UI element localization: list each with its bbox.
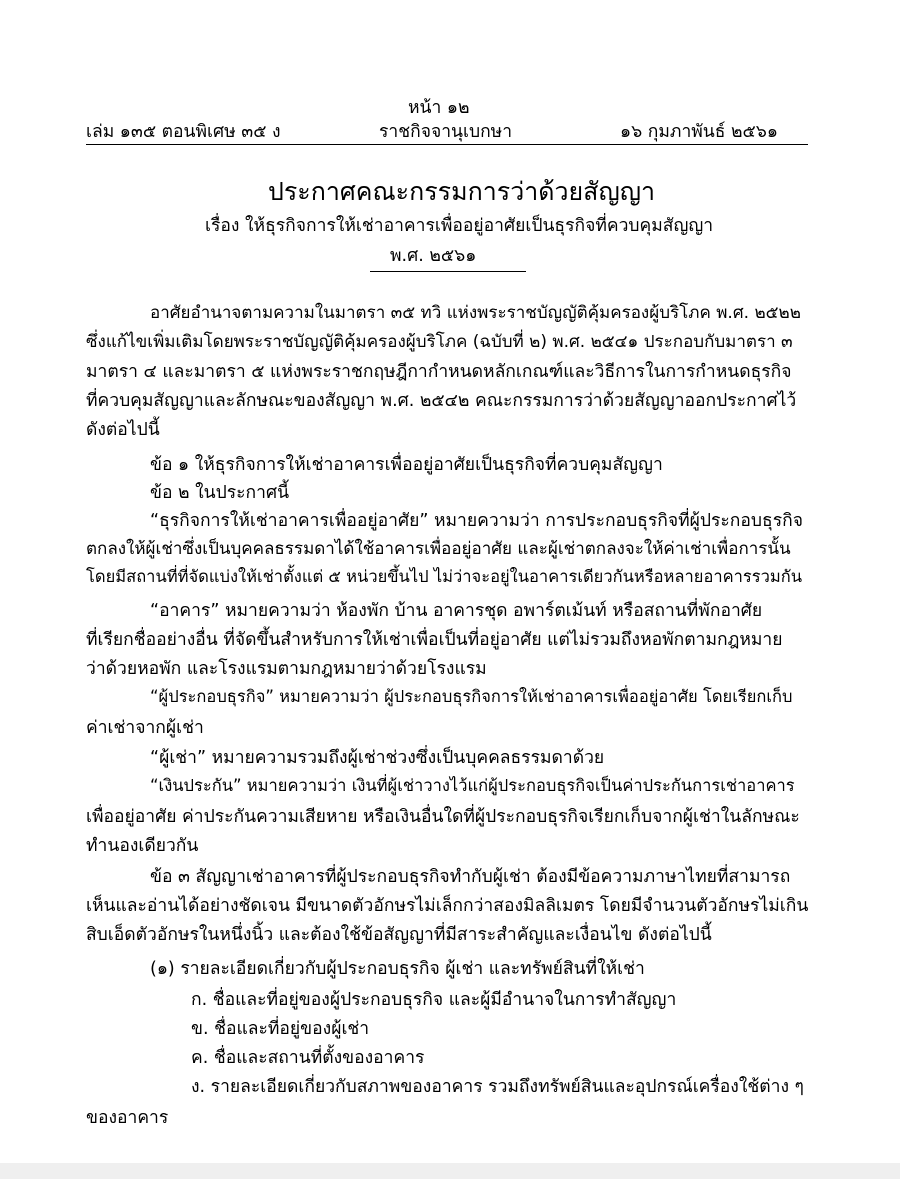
definition-building-line-1: “อาคาร” หมายความว่า ห้องพัก บ้าน อาคารชุด อพาร์ตเม้นท์ หรือสถานที่พักอาศัย xyxy=(150,601,763,621)
page-bottom-edge xyxy=(0,1163,900,1179)
preamble-line-5: ดังต่อไปนี้ xyxy=(86,420,160,440)
definition-business-line-1: “ธุรกิจการให้เช่าอาคารเพื่ออยู่อาศัย” หมายความว่า การประกอบธุรกิจที่ผู้ประกอบธุรกิจ xyxy=(150,511,803,531)
definition-deposit-line-2: เพื่ออยู่อาศัย ค่าประกันความเสียหาย หรือเงินอื่นใดที่ผู้ประกอบธุรกิจเรียกเก็บจากผู้เช่าในลักษณะ xyxy=(86,807,800,827)
announcement-year: พ.ศ. ๒๕๖๑ xyxy=(390,246,477,266)
definition-operator-line-2: ค่าเช่าจากผู้เช่า xyxy=(86,718,204,738)
item-1-d-line-1: ง. รายละเอียดเกี่ยวกับสภาพของอาคาร รวมถึงทรัพย์สินและอุปกรณ์เครื่องใช้ต่าง ๆ xyxy=(191,1077,804,1097)
title-divider xyxy=(370,271,526,272)
definition-business-line-2: ตกลงให้ผู้เช่าซึ่งเป็นบุคคลธรรมดาได้ใช้อาคารเพื่ออยู่อาศัย และผู้เช่าตกลงจะให้ค่าเช่าเพื่อการนั้น xyxy=(86,539,791,559)
announcement-subject: เรื่อง ให้ธุรกิจการให้เช่าอาคารเพื่ออยู่อาศัยเป็นธุรกิจที่ควบคุมสัญญา xyxy=(205,216,714,236)
gazette-name: ราชกิจจานุเบกษา xyxy=(379,122,513,142)
header-divider xyxy=(86,144,808,145)
item-1: (๑) รายละเอียดเกี่ยวกับผู้ประกอบธุรกิจ ผู้เช่า และทรัพย์สินที่ให้เช่า xyxy=(150,959,645,979)
definition-deposit-line-1: “เงินประกัน” หมายความว่า เงินที่ผู้เช่าวางไว้แก่ผู้ประกอบธุรกิจเป็นค่าประกันการเช่าอาคาร xyxy=(150,776,795,795)
preamble-line-1: อาศัยอำนาจตามความในมาตรา ๓๕ ทวิ แห่งพระราชบัญญัติคุ้มครองผู้บริโภค พ.ศ. ๒๕๒๒ xyxy=(150,303,801,323)
clause-3-line-3: สิบเอ็ดตัวอักษรในหนึ่งนิ้ว และต้องใช้ข้อสัญญาที่มีสาระสำคัญและเงื่อนไข ดังต่อไปนี้ xyxy=(86,925,712,945)
item-1-a: ก. ชื่อและที่อยู่ของผู้ประกอบธุรกิจ และผู้มีอำนาจในการทำสัญญา xyxy=(191,990,677,1010)
page-number: หน้า ๑๒ xyxy=(408,98,470,118)
item-1-d-line-2: ของอาคาร xyxy=(86,1108,169,1128)
definition-tenant: “ผู้เช่า” หมายความรวมถึงผู้เช่าช่วงซึ่งเป็นบุคคลธรรมดาด้วย xyxy=(150,748,605,768)
announcement-title: ประกาศคณะกรรมการว่าด้วยสัญญา xyxy=(268,177,656,206)
preamble-line-2: ซึ่งแก้ไขเพิ่มเติมโดยพระราชบัญญัติคุ้มครองผู้บริโภค (ฉบับที่ ๒) พ.ศ. ๒๕๔๑ ประกอบกับมาตรา ๓ xyxy=(86,332,793,352)
item-1-b: ข. ชื่อและที่อยู่ของผู้เช่า xyxy=(191,1019,370,1039)
preamble-line-4: ที่ควบคุมสัญญาและลักษณะของสัญญา พ.ศ. ๒๕๔๒ คณะกรรมการว่าด้วยสัญญาออกประกาศไว้ xyxy=(86,391,797,411)
definition-building-line-3: ว่าด้วยหอพัก และโรงแรมตามกฎหมายว่าด้วยโรงแรม xyxy=(86,659,487,679)
definition-deposit-line-3: ทำนองเดียวกัน xyxy=(86,836,199,856)
publish-date: ๑๖ กุมภาพันธ์ ๒๕๖๑ xyxy=(620,122,779,142)
clause-3-line-1: ข้อ ๓ สัญญาเช่าอาคารที่ผู้ประกอบธุรกิจทำกับผู้เช่า ต้องมีข้อความภาษาไทยที่สามารถ xyxy=(150,867,791,887)
definition-business-line-3: โดยมีสถานที่ที่จัดแบ่งให้เช่าตั้งแต่ ๕ หน่วยขึ้นไป ไม่ว่าจะอยู่ในอาคารเดียวกันหรือหลายอาคารรวมกัน xyxy=(86,567,803,586)
definition-operator-line-1: “ผู้ประกอบธุรกิจ” หมายความว่า ผู้ประกอบธุรกิจการให้เช่าอาคารเพื่ออยู่อาศัย โดยเรียกเก็บ xyxy=(150,687,793,706)
clause-3-line-2: เห็นและอ่านได้อย่างชัดเจน มีขนาดตัวอักษรไม่เล็กกว่าสองมิลลิเมตร โดยมีจำนวนตัวอักษรไม่เกิน xyxy=(86,896,809,916)
item-1-c: ค. ชื่อและสถานที่ตั้งของอาคาร xyxy=(191,1048,425,1068)
definition-building-line-2: ที่เรียกชื่ออย่างอื่น ที่จัดขึ้นสำหรับการให้เช่าเพื่อเป็นที่อยู่อาศัย แต่ไม่รวมถึงหอพักตามกฎหมาย xyxy=(86,630,783,650)
clause-2: ข้อ ๒ ในประกาศนี้ xyxy=(150,483,290,503)
clause-1: ข้อ ๑ ให้ธุรกิจการให้เช่าอาคารเพื่ออยู่อาศัยเป็นธุรกิจที่ควบคุมสัญญา xyxy=(150,455,663,475)
preamble-line-3: มาตรา ๔ และมาตรา ๕ แห่งพระราชกฤษฎีกากำหนดหลักเกณฑ์และวิธีการในการกำหนดธุรกิจ xyxy=(86,362,792,382)
volume-info: เล่ม ๑๓๕ ตอนพิเศษ ๓๕ ง xyxy=(86,122,281,142)
